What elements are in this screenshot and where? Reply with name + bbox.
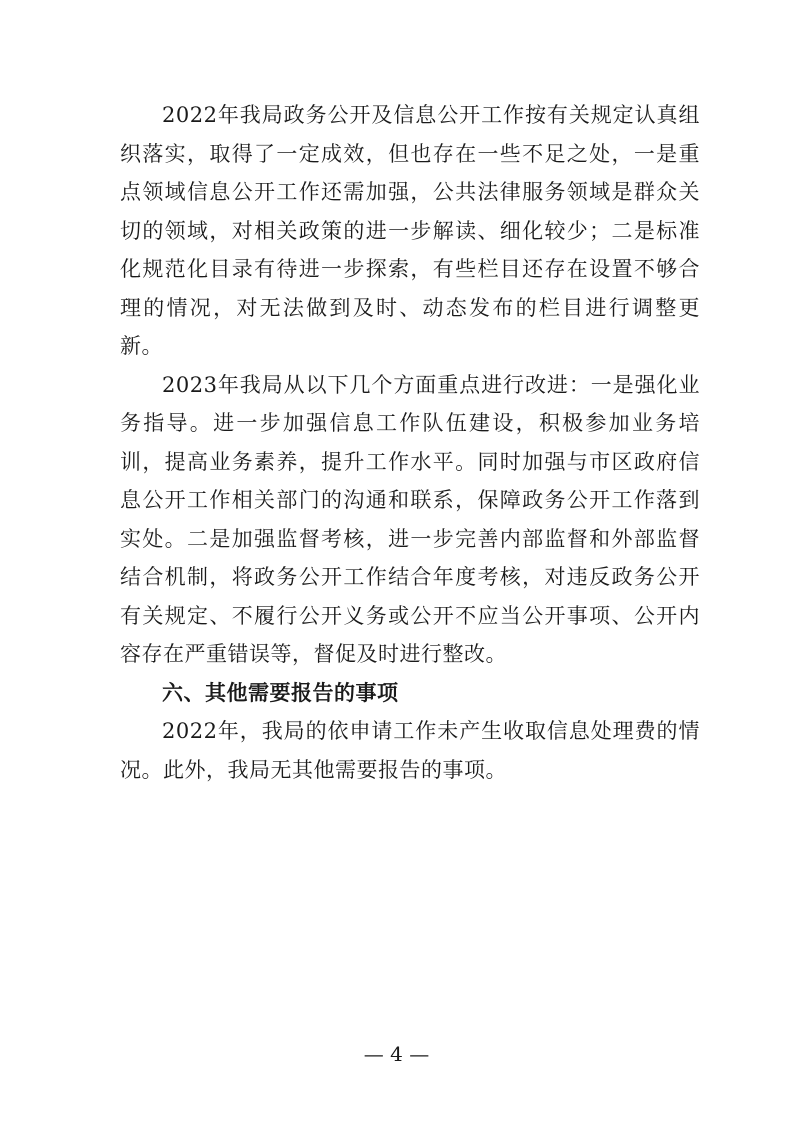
paragraph-improvement-shortcomings: 2022年我局政务公开及信息公开工作按有关规定认真组织落实，取得了一定成效，但也存在一些不足之处，一是重点领域信息公开工作还需加强，公共法律服务领域是群众关切的领域，对相关政策的进一步解读、细化较少；二是标准化规范化目录有待进一步探索，有些栏目还存在设置不够合理的情况，对无法做到及时、动态发布的栏目进行调整更新。 [120, 103, 700, 358]
paragraph-improvement-plans: 2023年我局从以下几个方面重点进行改进：一是强化业务指导。进一步加强信息工作队伍建设，积极参加业务培训，提高业务素养，提升工作水平。同时加强与市区政府信息公开工作相关部门的沟通和联系，保障政务公开工作落到实处。二是加强监督考核，进一步完善内部监督和外部监督结合机制，将政务公开工作结合年度考核，对违反政务公开有关规定、不履行公开义务或公开不应当公开事项、公开内容存在严重错误等，督促及时进行整改。 [120, 372, 700, 666]
section-heading: 六、其他需要报告的事项 [162, 680, 399, 705]
page-number: — 4 — [363, 1042, 430, 1066]
paragraph-other-matters: 2022年，我局的依申请工作未产生收取信息处理费的情况。此外，我局无其他需要报告的事项。 [120, 719, 700, 782]
document-body [120, 96, 700, 789]
